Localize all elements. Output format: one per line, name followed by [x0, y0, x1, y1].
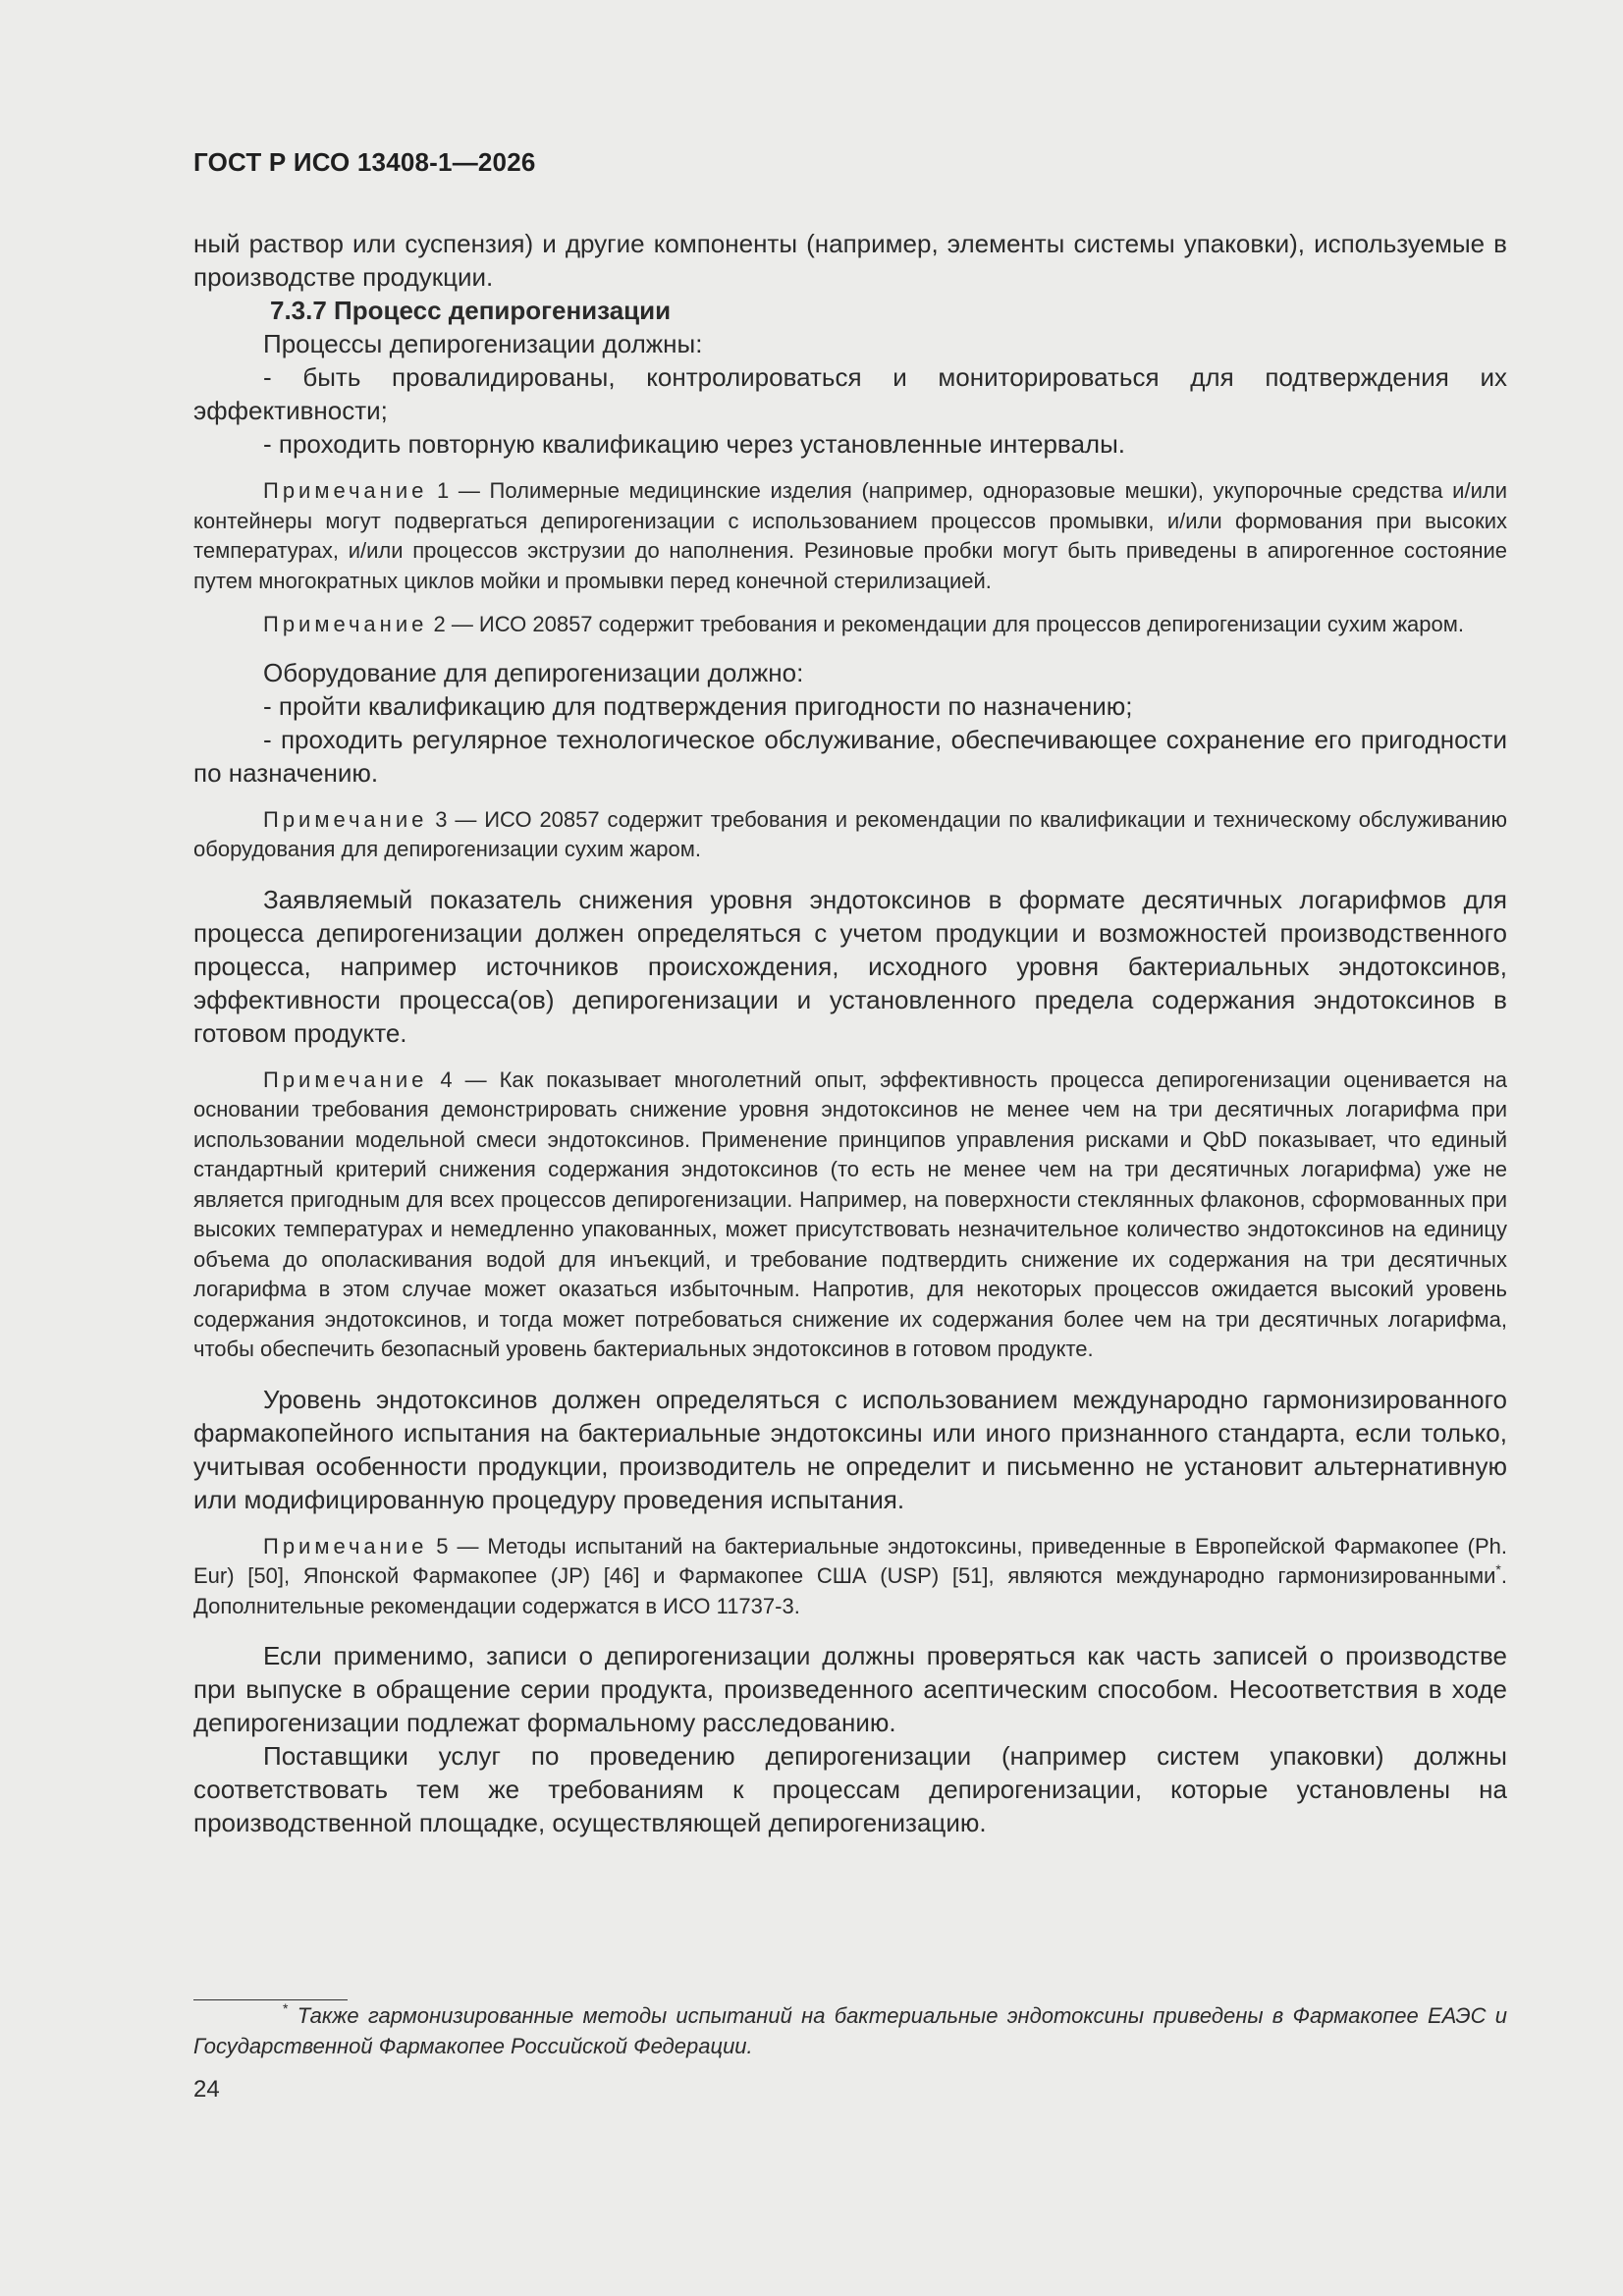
- paragraph-suppliers: Поставщики услуг по проведению депирогенизации (например систем упаковки) должны соответствовать тем же требованиям к процессам депирогенизации, которые установлены на производственной площадке, осуществляющей депирогенизацию.: [193, 1741, 1507, 1837]
- list-item-requalification: - проходить повторную квалификацию через установленные интервалы.: [263, 429, 1125, 459]
- note-5-text: 5 — Методы испытаний на бактериальные эндотоксины, приведенные в Европейской Фармакопее (Ph. Eur) [50], Японской Фармакопее (JP) [46] и Фармакопее США (USP) [51], являются международно гармонизированными: [193, 1533, 1507, 1588]
- document-header: ГОСТ Р ИСО 13408-1—2026: [193, 147, 536, 177]
- note-1-text: 1 — Полимерные медицинские изделия (например, одноразовые мешки), укупорочные средства и/или контейнеры могут подвергаться депирогенизации с использованием процессов промывки, и/или формования при высоких температурах, и/или процессов экструзии до наполнения. Резиновые пробки могут быть приведены в апирогенное состояние путем многократных циклов мойки и промывки перед конечной стерилизацией.: [193, 478, 1507, 593]
- footnote-text: Также гармонизированные методы испытаний на бактериальные эндотоксины приведены в Фармакопее ЕАЭС и Государственной Фармакопее Российской Федерации.: [193, 2003, 1507, 2058]
- footnote-reference[interactable]: *: [1495, 1561, 1501, 1577]
- list-item-qualification: - пройти квалификацию для подтверждения пригодности по назначению;: [263, 690, 1133, 721]
- list-item-maintenance: - проходить регулярное технологическое обслуживание, обеспечивающее сохранение его пригодности по назначению.: [193, 724, 1507, 788]
- note-label: Примечание: [263, 612, 428, 636]
- note-3-text: 3 — ИСО 20857 содержит требования и рекомендации по квалификации и техническому обслуживанию оборудования для депирогенизации сухим жаром.: [193, 806, 1507, 861]
- paragraph-continuation: ный раствор или суспензия) и другие компоненты (например, элементы системы упаковки), используемые в производстве продукции.: [193, 229, 1507, 292]
- note-label: Примечание: [263, 478, 428, 503]
- footnote: [193, 2001, 1507, 2061]
- document-body: [193, 227, 1507, 1839]
- note-label: Примечание: [263, 1066, 428, 1092]
- section-heading: 7.3.7 Процесс депирогенизации: [270, 296, 672, 325]
- footnote-separator: [193, 1999, 348, 2000]
- note-3: [193, 805, 1507, 865]
- note-4-text: 4 — Как показывает многолетний опыт, эффективность процесса депирогенизации оценивается на основании требования демонстрировать снижение уровня эндотоксинов не менее чем на три десятичных логарифма при использовании модельной смеси эндотоксинов. Применение принципов управления рисками и QbD показывает, что единый стандартный критерий снижения содержания эндотоксинов (то есть не менее чем на три десятичных логарифма) уже не является пригодным для всех процессов депирогенизации. Например, на поверхности стеклянных флаконов, сформованных при высоких температурах и немедленно упакованных, может присутствовать незначительное количество эндотоксинов на единицу объема до ополаскивания водой для инъекций, и требование подтвердить снижение их содержания на три десятичных логарифма в этом случае может оказаться избыточным. Напротив, для некоторых процессов ожидается высокий уровень содержания эндотоксинов, и тогда может потребоваться снижение их содержания более чем на три десятичных логарифма, чтобы обеспечить безопасный уровень бактериальных эндотоксинов в готовом продукте.: [193, 1066, 1507, 1361]
- paragraph-endotoxin-level: Уровень эндотоксинов должен определяться с использованием международно гармонизированного фармакопейного испытания на бактериальные эндотоксины или иного признанного стандарта, если только, учитывая особенности продукции, производитель не определит и письменно не установит альтернативную или модифицированную процедуру проведения испытания.: [193, 1384, 1507, 1514]
- paragraph-equipment-intro: Оборудование для депирогенизации должно:: [263, 657, 804, 687]
- paragraph-process-intro: Процессы депирогенизации должны:: [263, 329, 703, 358]
- list-item-validation: - быть провалидированы, контролироваться и мониторироваться для подтверждения их эффективности;: [193, 362, 1507, 425]
- note-5-text-end: . Дополнительные рекомендации содержатся в ИСО 11737-3.: [193, 1563, 1507, 1618]
- note-2: [193, 610, 1507, 640]
- paragraph-reduction-claim: Заявляемый показатель снижения уровня эндотоксинов в формате десятичных логарифмов для процесса депирогенизации должен определяться с учетом продукции и возможностей производственного процесса, например источников происхождения, исходного уровня бактериальных эндотоксинов, эффективности процесса(ов) депирогенизации и установленного предела содержания эндотоксинов в готовом продукте.: [193, 884, 1507, 1048]
- note-2-text: 2 — ИСО 20857 содержит требования и рекомендации для процессов депирогенизации сухим жаром.: [433, 612, 1465, 636]
- footnote-marker: *: [283, 2000, 289, 2016]
- note-4: [193, 1066, 1507, 1365]
- note-label: Примечание: [263, 806, 428, 832]
- note-5: [193, 1532, 1507, 1622]
- note-label: Примечание: [263, 1533, 428, 1558]
- paragraph-records: Если применимо, записи о депирогенизации должны проверяться как часть записей о производстве при выпуске в обращение серии продукта, произведенного асептическим способом. Несоответствия в ходе депирогенизации подлежат формальному расследованию.: [193, 1641, 1507, 1737]
- note-1: [193, 476, 1507, 596]
- page-number: 24: [193, 2076, 220, 2103]
